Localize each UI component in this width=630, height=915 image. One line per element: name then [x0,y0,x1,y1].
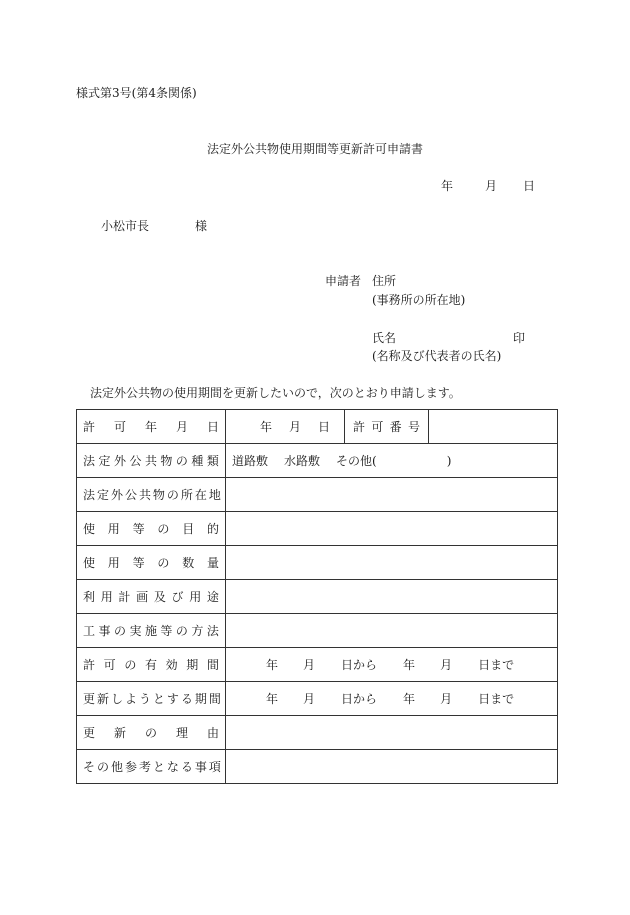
label-char: 由 [206,726,219,740]
label-char: 可 [371,420,384,434]
label-char: 許 [353,420,366,434]
label-char: 定 [98,454,111,468]
type-other: その他( [336,454,377,468]
label-char: 号 [407,420,420,434]
permit-date-value[interactable] [226,410,345,444]
label-char: う [138,692,151,706]
label-char: 数 [182,556,195,570]
renew-period-value[interactable]: 年 月 日から 年 月 日まで [226,682,558,716]
label-char: 共 [138,488,151,502]
label-char: の [144,726,157,740]
label-char: 日 [317,420,330,434]
label-char: の [96,760,109,774]
label-char: 間 [208,692,221,706]
label-char: 等 [132,556,145,570]
label-char: 的 [206,522,219,536]
label-char: 施 [144,624,157,638]
label-char: 物 [152,488,165,502]
table-row [77,716,558,750]
label-char: な [166,760,179,774]
label-char: し [110,692,123,706]
date-day: 日 [523,179,536,193]
intro-text: 法定外公共物の使用期間を更新したいので，次のとおり申請します。 [90,386,461,400]
method-label [77,614,226,648]
other-notes-value[interactable] [226,750,558,784]
label-char: 新 [113,726,126,740]
table-row [77,750,558,784]
label-char: 共 [144,454,157,468]
label-char: 可 [103,658,116,672]
date-month: 月 [485,179,498,193]
label-char: の [166,488,179,502]
label-char: 外 [110,488,123,502]
label-char: の [157,522,170,536]
label-char: 期 [194,692,207,706]
addressee-honorific: 様 [195,219,208,233]
label-char: る [180,760,193,774]
label-char: 用 [189,590,202,604]
quantity-value[interactable] [226,546,558,580]
table-row [77,682,558,716]
label-char: 番 [389,420,402,434]
label-char: 類 [206,454,219,468]
name-note: (名称及び代表者の氏名) [372,349,502,363]
label-char: 月 [288,420,301,434]
label-char: 年 [144,420,157,434]
label-char: 公 [129,454,142,468]
reason-label [77,716,226,750]
label-char: よ [124,692,137,706]
seal-label: 印 [513,331,526,345]
label-char: 参 [124,760,137,774]
plan-value[interactable] [226,580,558,614]
purpose-value[interactable] [226,512,558,546]
reason-value[interactable] [226,716,558,750]
document-title: 法定外公共物使用期間等更新許可申請書 [206,142,423,156]
applicant-label: 申請者 [325,274,362,288]
label-char: 間 [206,658,219,672]
type-options[interactable] [226,444,558,478]
label-char: 効 [165,658,178,672]
label-char: 等 [132,522,145,536]
label-char: 用 [100,590,113,604]
location-value[interactable] [226,478,558,512]
label-char: 量 [206,556,219,570]
valid-period-value[interactable]: 年 月 日から 年 月 日まで [226,648,558,682]
label-char: 及 [153,590,166,604]
label-char: 有 [144,658,157,672]
label-char: 許 [83,658,96,672]
label-char: の [113,624,126,638]
label-char: の [175,624,188,638]
table-row [77,648,558,682]
label-char: 用 [107,522,120,536]
label-char: 使 [83,556,96,570]
location-label [77,478,226,512]
plan-label [77,580,226,614]
label-char: 法 [83,454,96,468]
label-char: 計 [118,590,131,604]
label-char: と [152,760,165,774]
addressee-name: 小松市長 [101,219,150,233]
label-char: 画 [136,590,149,604]
label-char: 法 [206,624,219,638]
label-char: 月 [175,420,188,434]
quantity-label [77,546,226,580]
label-char: 年 [260,420,273,434]
label-char: 目 [182,522,195,536]
label-char: 工 [83,624,96,638]
label-char: る [180,692,193,706]
label-char: の [124,658,137,672]
valid-period-label [77,648,226,682]
date-year: 年 [441,179,454,193]
table-row [77,478,558,512]
label-char: 公 [124,488,137,502]
label-char: 期 [186,658,199,672]
label-char: 事 [98,624,111,638]
address-label: 住所 [372,274,397,288]
label-char: 方 [191,624,204,638]
label-char: 法 [83,488,96,502]
label-char: 理 [175,726,188,740]
label-char: 地 [208,488,221,502]
label-char: 種 [191,454,204,468]
table-row [77,614,558,648]
application-table [76,409,558,784]
date-line [441,179,535,193]
label-char: と [152,692,165,706]
method-value[interactable] [226,614,558,648]
permit-number-value[interactable] [429,410,558,444]
name-label: 氏名 [372,331,397,345]
label-char: 更 [83,726,96,740]
permit-date-label [77,410,226,444]
label-char: 項 [208,760,221,774]
label-char: 更 [83,692,96,706]
label-char: 日 [206,420,219,434]
label-char: 利 [83,590,96,604]
table-row [77,444,558,478]
label-char: の [175,454,188,468]
label-char: 等 [160,624,173,638]
label-char: 途 [206,590,219,604]
table-row [77,410,558,444]
label-char: 許 [83,420,96,434]
permit-number-label [345,410,429,444]
type-water: 水路敷 [284,454,321,468]
label-char: 外 [113,454,126,468]
other-notes-label [77,750,226,784]
addressee [101,219,207,233]
label-char: 可 [113,420,126,434]
label-char: 在 [194,488,207,502]
label-char: 新 [96,692,109,706]
label-char: 所 [180,488,193,502]
label-char: す [166,692,179,706]
type-other-close: ) [446,454,452,468]
type-label [77,444,226,478]
table-row [77,512,558,546]
purpose-label [77,512,226,546]
label-char: 用 [107,556,120,570]
label-char: 実 [129,624,142,638]
form-number: 様式第3号(第4条関係) [76,86,197,100]
type-road: 道路敷 [232,454,269,468]
label-char: び [171,590,184,604]
label-char: 考 [138,760,151,774]
label-char: 事 [194,760,207,774]
label-char: 使 [83,522,96,536]
label-char: の [157,556,170,570]
table-row [77,580,558,614]
renew-period-label [77,682,226,716]
address-note: (事務所の所在地) [372,293,466,307]
label-char: 物 [160,454,173,468]
label-char: そ [83,760,96,774]
table-row [77,546,558,580]
label-char: 定 [96,488,109,502]
label-char: 他 [110,760,123,774]
